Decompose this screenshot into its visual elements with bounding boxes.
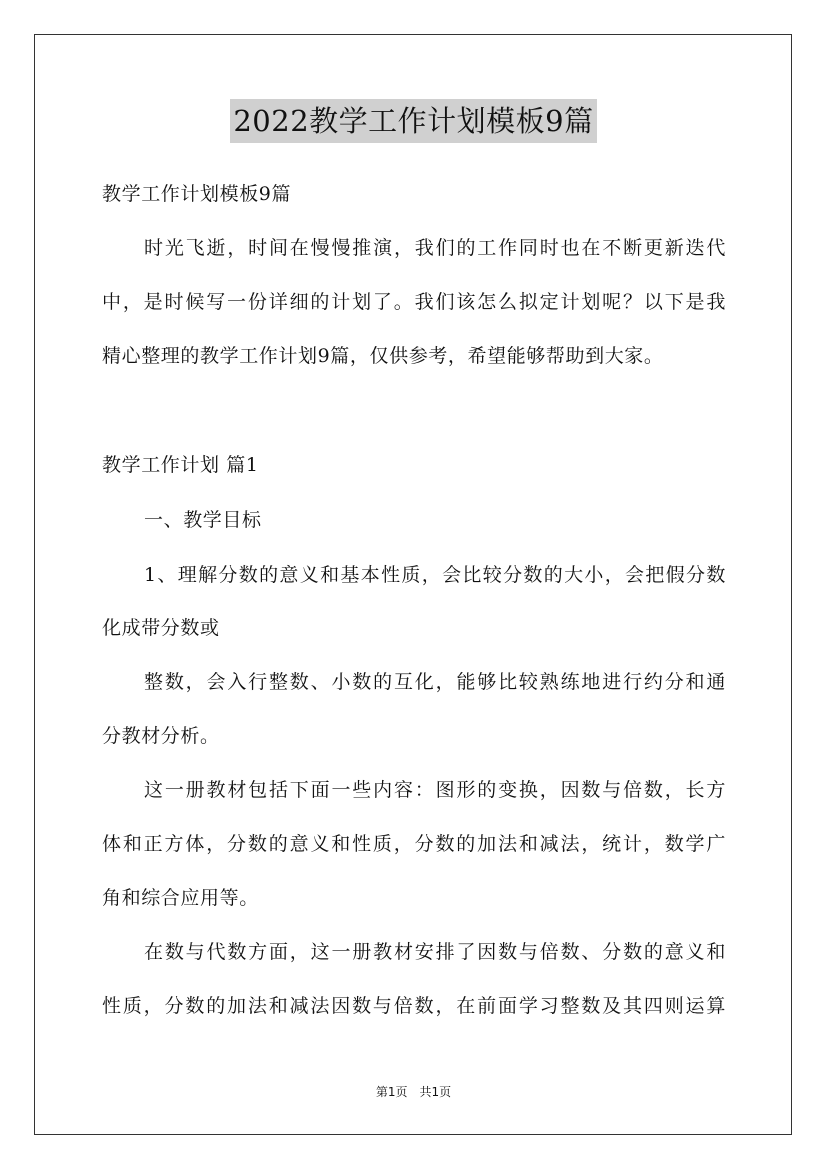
intro-line-3: 精心整理的教学工作计划9篇，仅供参考，希望能够帮助到大家。 [102,345,664,367]
body-line-6: 体和正方体，分数的意义和性质，分数的加法和减法，统计，数学广 [102,833,726,855]
body-line-3: 整数，会入行整数、小数的互化，能够比较熟练地进行约分和通 [144,671,726,693]
subheading: 一、教学目标 [144,509,262,531]
body-line-2: 化成带分数或 [102,617,220,639]
body-line-4: 分教材分析。 [102,725,220,747]
body-line-1: 1、理解分数的意义和基本性质，会比较分数的大小，会把假分数 [144,564,726,586]
body-line-5: 这一册教材包括下面一些内容：图形的变换，因数与倍数，长方 [144,779,726,801]
intro-line-2: 中，是时候写一份详细的计划了。我们该怎么拟定计划呢？以下是我 [102,291,726,313]
document-subtitle: 教学工作计划模板9篇 [102,183,292,205]
body-line-7: 角和综合应用等。 [102,887,259,909]
page-footer: 第1页 共1页 [375,1085,452,1099]
document-title: 2022教学工作计划模板9篇 [230,99,596,143]
body-line-9: 性质，分数的加法和减法因数与倍数，在前面学习整数及其四则运算 [102,995,726,1017]
intro-line-1: 时光飞逝，时间在慢慢推演，我们的工作同时也在不断更新迭代 [144,237,726,259]
section-heading: 教学工作计划 篇1 [102,454,259,476]
body-line-8: 在数与代数方面，这一册教材安排了因数与倍数、分数的意义和 [144,941,726,963]
title-container [0,99,827,143]
